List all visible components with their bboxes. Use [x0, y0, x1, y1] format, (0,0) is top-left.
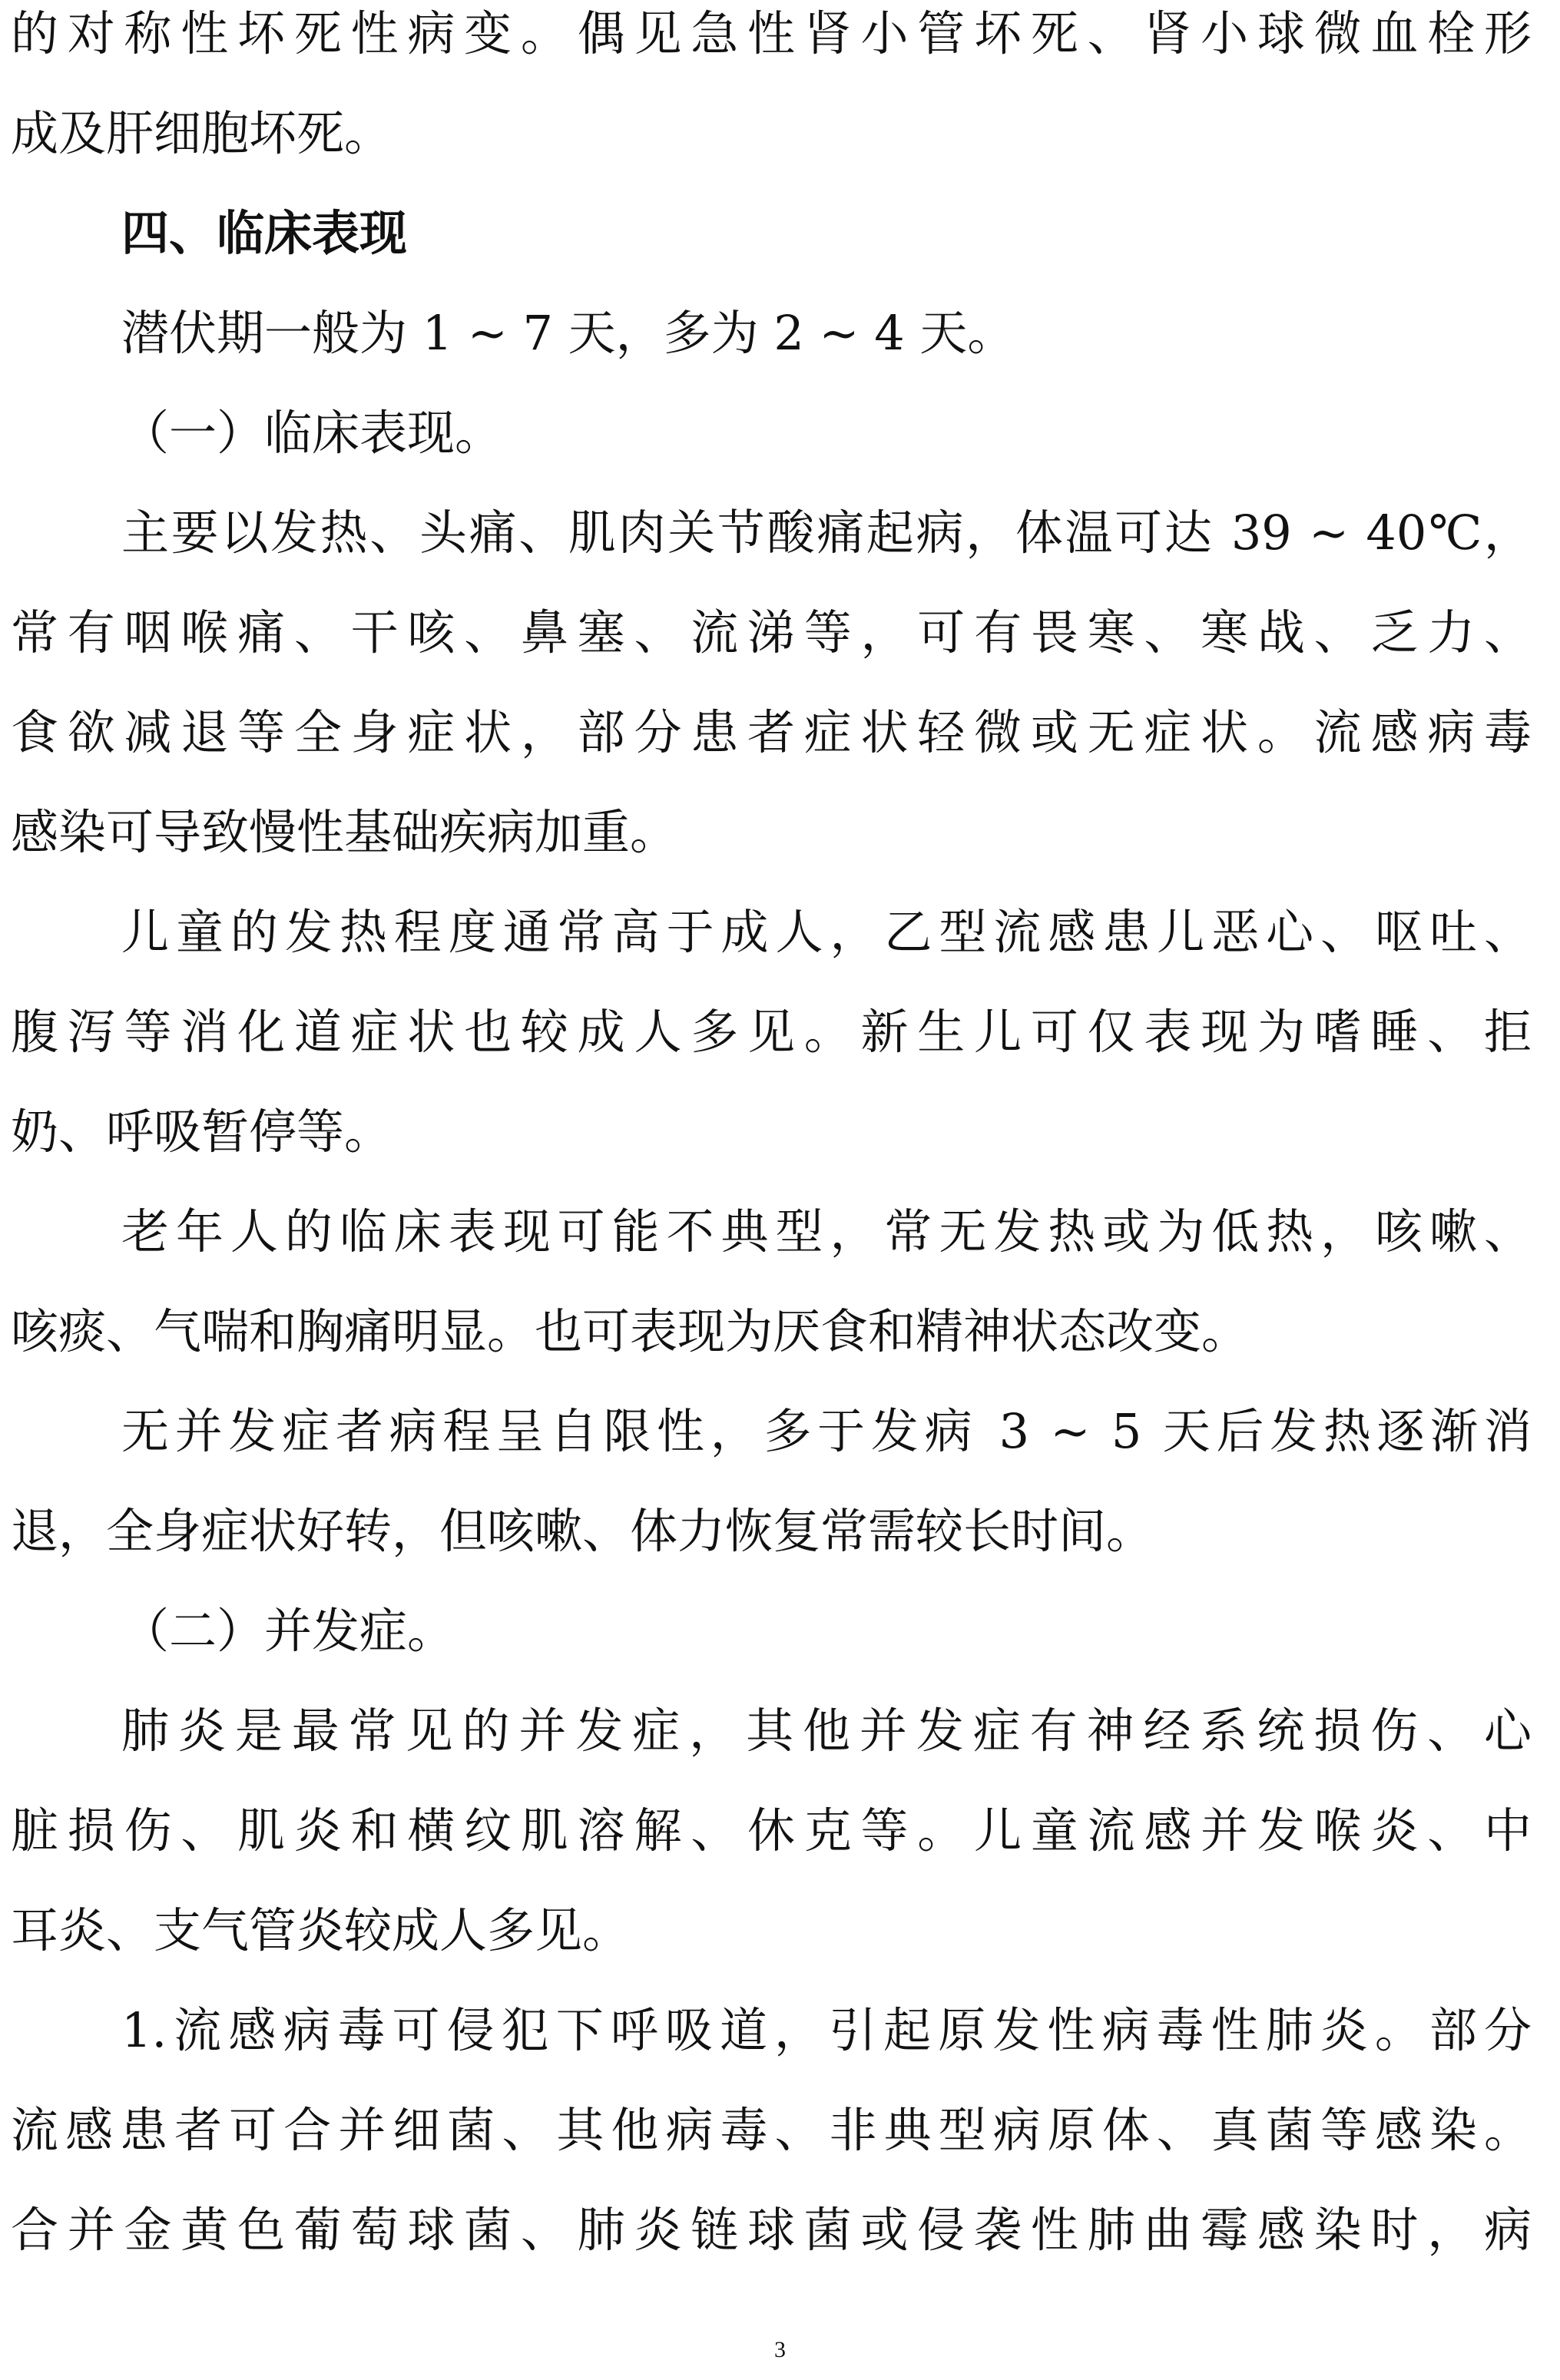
body-text-line: 奶、呼吸暂停等。	[11, 1104, 392, 1160]
body-text-line: 无并发症者病程呈自限性，多于发病 3 ~ 5 天后发热逐渐消	[121, 1403, 1532, 1459]
body-text-line: 老年人的临床表现可能不典型，常无发热或为低热，咳嗽、	[121, 1203, 1532, 1260]
body-text-line: 肺炎是最常见的并发症，其他并发症有神经系统损伤、心	[121, 1703, 1532, 1759]
body-text-line: 合并金黄色葡萄球菌、肺炎链球菌或侵袭性肺曲霉感染时，病	[11, 2202, 1532, 2258]
body-text-line: 潜伏期一般为 1 ~ 7 天，多为 2 ~ 4 天。	[121, 305, 1015, 361]
body-text-line: 咳痰、气喘和胸痛明显。也可表现为厌食和精神状态改变。	[11, 1303, 1250, 1359]
body-text-line: 的对称性坏死性病变。偶见急性肾小管坏死、肾小球微血栓形	[11, 5, 1532, 61]
body-text-line: 食欲减退等全身症状，部分患者症状轻微或无症状。流感病毒	[11, 704, 1532, 760]
subsection-heading: （一）临床表现。	[121, 405, 503, 461]
body-text-line: 常有咽喉痛、干咳、鼻塞、流涕等，可有畏寒、寒战、乏力、	[11, 604, 1532, 660]
body-text-line: 脏损伤、肌炎和横纹肌溶解、休克等。儿童流感并发喉炎、中	[11, 1802, 1532, 1859]
body-text-line: 感染可导致慢性基础疾病加重。	[11, 804, 678, 860]
page-number: 3	[774, 2337, 786, 2362]
body-text-line: 1.流感病毒可侵犯下呼吸道，引起原发性病毒性肺炎。部分	[121, 2002, 1532, 2058]
body-text-line: 儿童的发热程度通常高于成人，乙型流感患儿恶心、呕吐、	[121, 904, 1532, 960]
body-text-line: 成及肝细胞坏死。	[11, 105, 392, 161]
body-text-line: 耳炎、支气管炎较成人多见。	[11, 1902, 631, 1958]
body-text-line: 流感患者可合并细菌、其他病毒、非典型病原体、真菌等感染。	[11, 2102, 1532, 2158]
body-text-line: 主要以发热、头痛、肌肉关节酸痛起病，体温可达 39 ~ 40℃，	[121, 505, 1532, 561]
subsection-heading: （二）并发症。	[121, 1603, 455, 1659]
document-page	[11, 0, 1532, 2380]
body-text-line: 退，全身症状好转，但咳嗽、体力恢复常需较长时间。	[11, 1503, 1154, 1559]
body-text-line: 腹泻等消化道症状也较成人多见。新生儿可仅表现为嗜睡、拒	[11, 1004, 1532, 1060]
section-heading: 四、临床表现	[121, 205, 408, 261]
